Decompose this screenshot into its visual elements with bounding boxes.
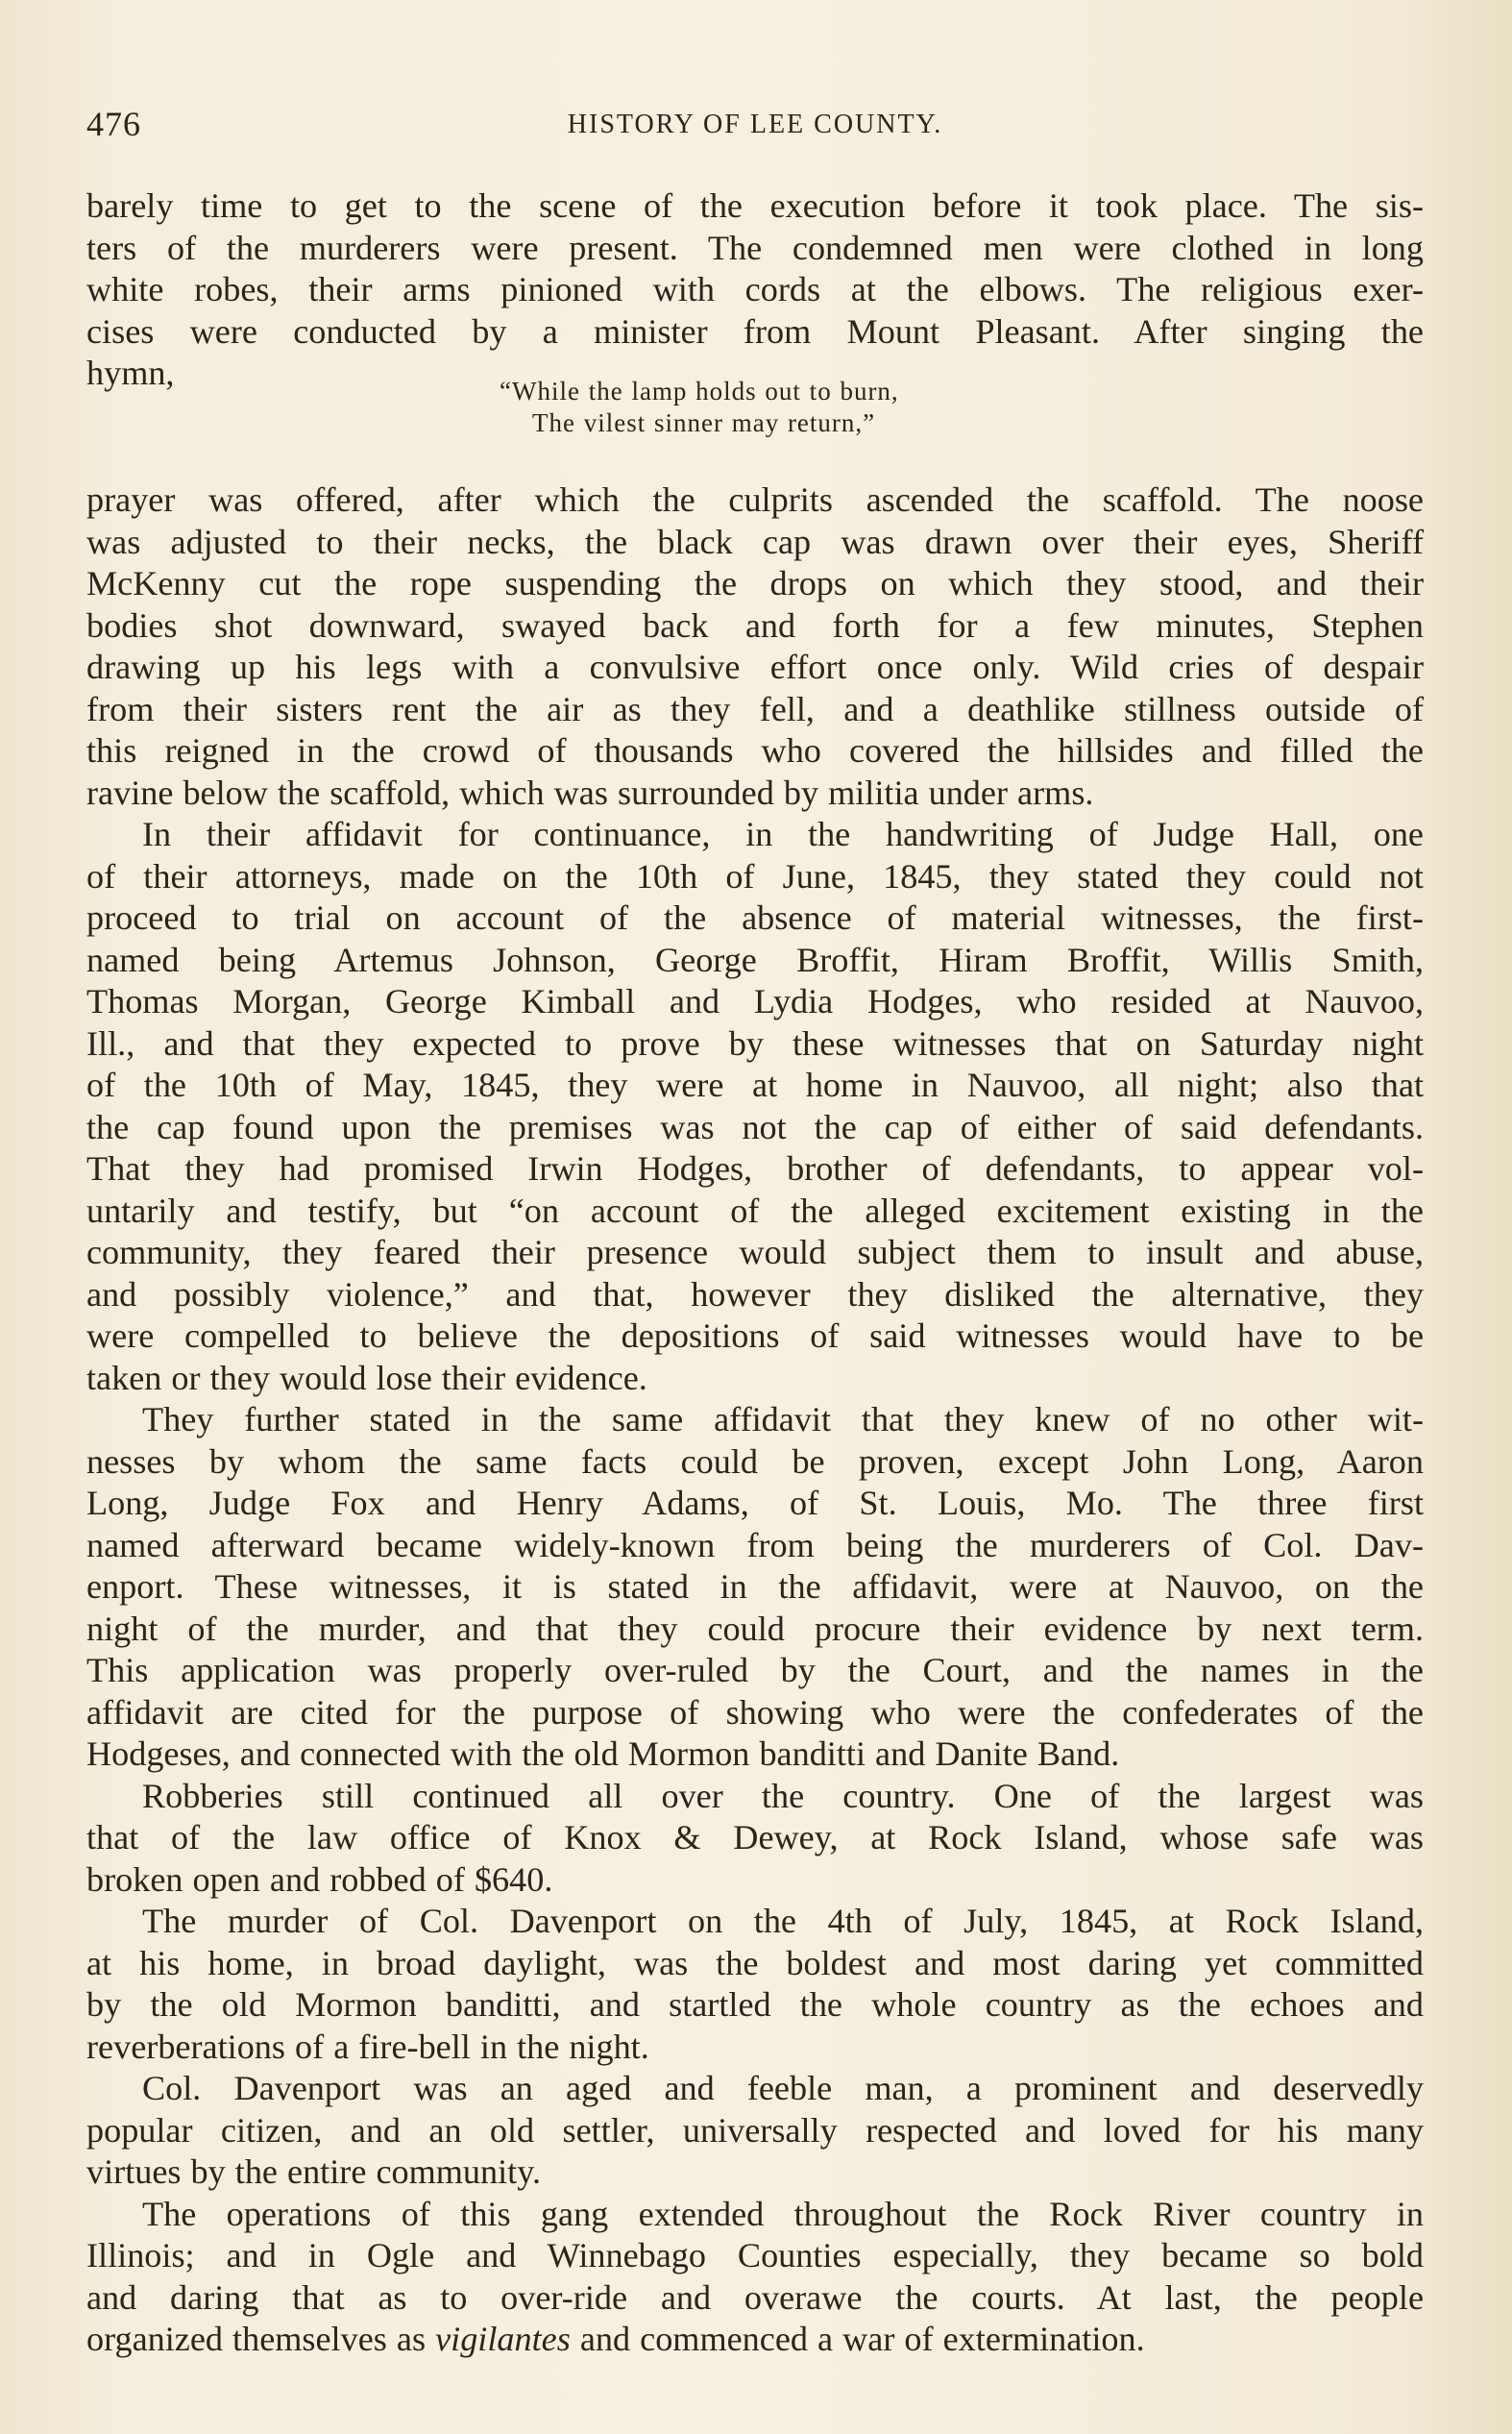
text-line: of their attorneys, made on the 10th of June, 1845, they stated they could not: [86, 856, 1424, 896]
paragraph: [86, 479, 1424, 814]
text-line: Ill., and that they expected to prove by these witnesses that on Saturday night: [86, 1023, 1424, 1063]
text-line: and possibly violence,” and that, however they disliked the alternative, they: [86, 1274, 1424, 1314]
paragraph: [86, 1399, 1424, 1776]
text-line: was adjusted to their necks, the black cap was drawn over their eyes, Sheriff: [86, 522, 1424, 561]
text-line: taken or they would lose their evidence.: [86, 1358, 647, 1397]
text-line: Illinois; and in Ogle and Winnebago Counties especially, they became so bold: [86, 2236, 1424, 2274]
text-line: community, they feared their presence would subject them to insult and abuse,: [86, 1233, 1424, 1271]
text-line: night of the murder, and that they could procure their evidence by next term.: [86, 1609, 1424, 1648]
text-line: the cap found upon the premises was not the cap of either of said defendants.: [86, 1107, 1424, 1146]
text-line: Long, Judge Fox and Henry Adams, of St. Louis, Mo. The three first: [86, 1484, 1424, 1522]
text-line: ravine below the scaffold, which was surrounded by militia under arms.: [86, 773, 1094, 812]
text-line: They further stated in the same affidavit that they knew of no other wit-: [142, 1400, 1424, 1438]
quote-line: The vilest sinner may return,”: [532, 408, 876, 437]
text-line: Col. Davenport was an aged and feeble man, a prominent and deservedly: [142, 2069, 1424, 2107]
final-line-start: organized themselves as: [86, 2320, 436, 2358]
text-line: In their affidavit for continuance, in the handwriting of Judge Hall, one: [142, 815, 1424, 853]
hymn-quote: [500, 376, 899, 439]
running-head: HISTORY OF LEE COUNTY.: [567, 110, 943, 139]
paragraphs: [86, 479, 1424, 2319]
hymn-word: hymn,: [86, 354, 175, 392]
text-line: prayer was offered, after which the culprits ascended the scaffold. The noose: [86, 480, 1424, 519]
text-line: affidavit are cited for the purpose of showing who were the confederates of the: [86, 1692, 1424, 1732]
text-line: Thomas Morgan, George Kimball and Lydia Hodges, who resided at Nauvoo,: [86, 982, 1424, 1020]
paragraph: [86, 1776, 1424, 1902]
text-line: bodies shot downward, swayed back and forth for a few minutes, Stephen: [86, 605, 1424, 645]
text-line: McKenny cut the rope suspending the drops on which they stood, and their: [86, 564, 1424, 602]
page-number: 476: [86, 105, 141, 143]
final-line-end: and commenced a war of extermination.: [570, 2320, 1145, 2358]
paragraph: [86, 1901, 1424, 2068]
text-line: white robes, their arms pinioned with cords at the elbows. The religious exer-: [86, 270, 1424, 308]
text-line: broken open and robbed of $640.: [86, 1859, 553, 1899]
text-line: enport. These witnesses, it is stated in the affidavit, were at Nauvoo, on the: [86, 1567, 1424, 1606]
hymn-block: [86, 353, 1424, 479]
text-line: virtues by the entire community.: [86, 2152, 541, 2191]
text-line: popular citizen, and an old settler, universally respected and loved for his many: [86, 2110, 1424, 2150]
text-line: from their sisters rent the air as they fell, and a deathlike stillness outside of: [86, 689, 1424, 728]
paragraph: [86, 814, 1424, 1399]
text-line: named afterward became widely-known from being the murderers of Col. Dav-: [86, 1525, 1424, 1564]
italic-word: vigilantes: [435, 2320, 571, 2358]
text-line: Robberies still continued all over the country. One of the largest was: [142, 1776, 1424, 1815]
text-line: this reigned in the crowd of thousands who covered the hillsides and filled the: [86, 731, 1424, 770]
text-line: This application was properly over-ruled by the Court, and the names in the: [86, 1651, 1424, 1689]
text-line: That they had promised Irwin Hodges, brother of defendants, to appear vol-: [86, 1149, 1424, 1188]
text-line: drawing up his legs with a convulsive effort once only. Wild cries of despair: [86, 648, 1424, 686]
text-line: reverberations of a fire-bell in the night.: [86, 2027, 649, 2066]
intro-paragraph: [86, 185, 1424, 353]
text-line: Hodgeses, and connected with the old Mormon banditti and Danite Band.: [86, 1734, 1120, 1773]
text-line: nesses by whom the same facts could be proven, except John Long, Aaron: [86, 1441, 1424, 1481]
text-line: untarily and testify, but “on account of the alleged excitement existing in the: [86, 1191, 1424, 1230]
text-line: by the old Mormon banditti, and startled the whole country as the echoes and: [86, 1985, 1424, 2024]
paragraph: [86, 2194, 1424, 2320]
text-line: of the 10th of May, 1845, they were at home in Nauvoo, all night; also that: [86, 1066, 1424, 1104]
text-line: The murder of Col. Davenport on the 4th of July, 1845, at Rock Island,: [142, 1902, 1424, 1940]
quote-line: “While the lamp holds out to burn,: [500, 377, 899, 406]
text-line: The operations of this gang extended throughout the Rock River country in: [142, 2194, 1424, 2233]
text-line: and daring that as to over-ride and overawe the courts. At last, the people: [86, 2277, 1424, 2317]
paragraph: [86, 2068, 1424, 2194]
text-line: cises were conducted by a minister from Mount Pleasant. After singing the: [86, 311, 1424, 351]
text-line: at his home, in broad daylight, was the boldest and most daring yet committed: [86, 1943, 1424, 1982]
text-line: ters of the murderers were present. The condemned men were clothed in long: [86, 228, 1424, 267]
text-line: barely time to get to the scene of the execution before it took place. The sis-: [86, 186, 1424, 225]
page-header: [86, 104, 1424, 152]
text-line: named being Artemus Johnson, George Broffit, Hiram Broffit, Willis Smith,: [86, 940, 1424, 979]
body-text: [86, 185, 1424, 2361]
text-line: that of the law office of Knox & Dewey, at Rock Island, whose safe was: [86, 1818, 1424, 1856]
text-line: proceed to trial on account of the absence of material witnesses, the first-: [86, 898, 1424, 937]
final-line: [86, 2319, 1424, 2361]
text-line: were compelled to believe the depositions of said witnesses would have to be: [86, 1316, 1424, 1355]
